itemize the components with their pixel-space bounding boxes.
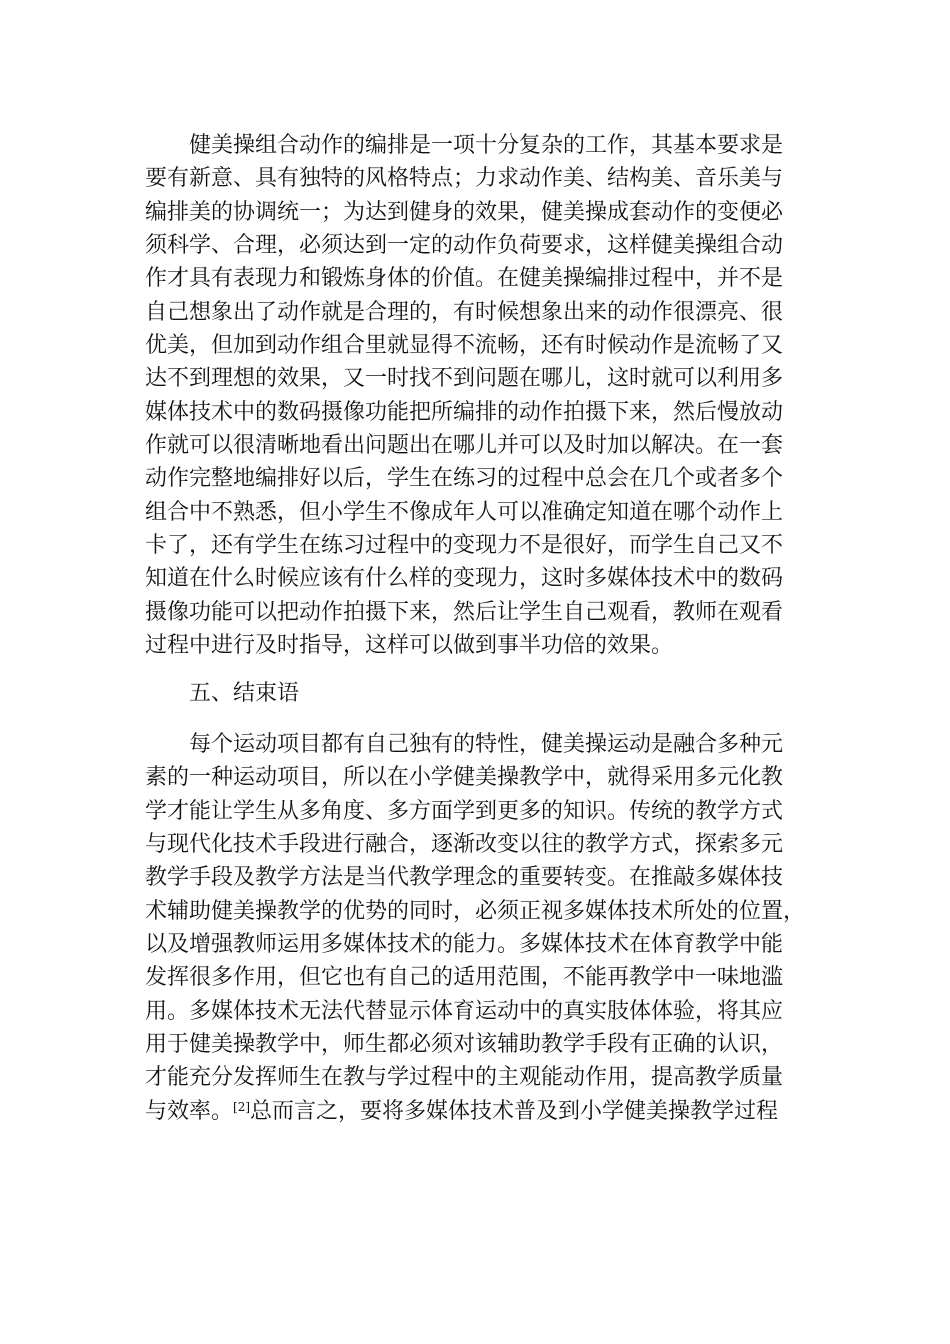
text-line: 素的一种运动项目，所以在小学健美操教学中，就得采用多元化教 [145,765,784,791]
paragraph-2 [145,728,805,1128]
text-line: 教学手段及教学方法是当代教学理念的重要转变。在推敲多媒体技 [145,865,784,891]
text-line: 健美操组合动作的编排是一项十分复杂的工作，其基本要求是 [145,133,784,158]
text-fragment: 与效率。 [145,1098,234,1124]
text-line: 过程中进行及时指导，这样可以做到事半功倍的效果。 [145,633,674,659]
text-line: 组合中不熟悉，但小学生不像成年人可以准确定知道在哪个动作上 [145,499,784,525]
text-line: 自己想象出了动作就是合理的，有时候想象出来的动作很漂亮、很 [145,299,784,325]
text-line: 用于健美操教学中，师生都必须对该辅助教学手段有正确的认识， [145,1031,784,1057]
text-line: 以及增强教师运用多媒体技术的能力。多媒体技术在体育教学中能 [145,931,784,957]
text-line: 要有新意、具有独特的风格特点；力求动作美、结构美、音乐美与 [145,166,784,192]
text-line: 用。多媒体技术无法代替显示体育运动中的真实肢体体验，将其应 [145,998,784,1024]
text-line: 作就可以很清晰地看出问题出在哪儿并可以及时加以解决。在一套 [145,433,784,459]
document-body [145,129,805,1128]
text-line: 学才能让学生从多角度、多方面学到更多的知识。传统的教学方式 [145,798,784,824]
text-line: 达不到理想的效果，又一时找不到问题在哪儿，这时就可以利用多 [145,366,784,392]
text-line: 发挥很多作用，但它也有自己的适用范围，不能再教学中一味地滥 [145,965,784,991]
text-fragment: 总而言之，要将多媒体技术普及到小学健美操教学过程 [250,1098,779,1124]
text-line: 媒体技术中的数码摄像功能把所编排的动作拍摄下来，然后慢放动 [145,399,784,425]
text-line: 编排美的协调统一；为达到健身的效果，健美操成套动作的变便必 [145,199,784,225]
text-line: 摄像功能可以把动作拍摄下来，然后让学生自己观看，教师在观看 [145,599,784,625]
text-line: 作才具有表现力和锻炼身体的价值。在健美操编排过程中，并不是 [145,266,784,292]
text-line-with-citation [145,1095,805,1128]
text-line: 知道在什么时候应该有什么样的变现力，这时多媒体技术中的数码 [145,566,784,592]
citation-marker: [2] [233,1099,251,1114]
text-line: 术辅助健美操教学的优势的同时，必须正视多媒体技术所处的位置， [145,898,806,924]
text-line: 每个运动项目都有自己独有的特性，健美操运动是融合多种元 [145,731,784,757]
text-line: 动作完整地编排好以后，学生在练习的过程中总会在几个或者多个 [145,466,784,492]
text-line: 优美，但加到动作组合里就显得不流畅，还有时候动作是流畅了又 [145,333,784,359]
section-heading: 五、结束语 [189,680,300,706]
text-line: 须科学、合理，必须达到一定的动作负荷要求，这样健美操组合动 [145,233,784,259]
text-line: 与现代化技术手段进行融合，逐渐改变以往的教学方式，探索多元 [145,831,784,857]
paragraph-1 [145,129,805,663]
text-line: 才能充分发挥师生在教与学过程中的主观能动作用，提高教学质量 [145,1065,784,1091]
text-line: 卡了，还有学生在练习过程中的变现力不是很好，而学生自己又不 [145,533,784,559]
